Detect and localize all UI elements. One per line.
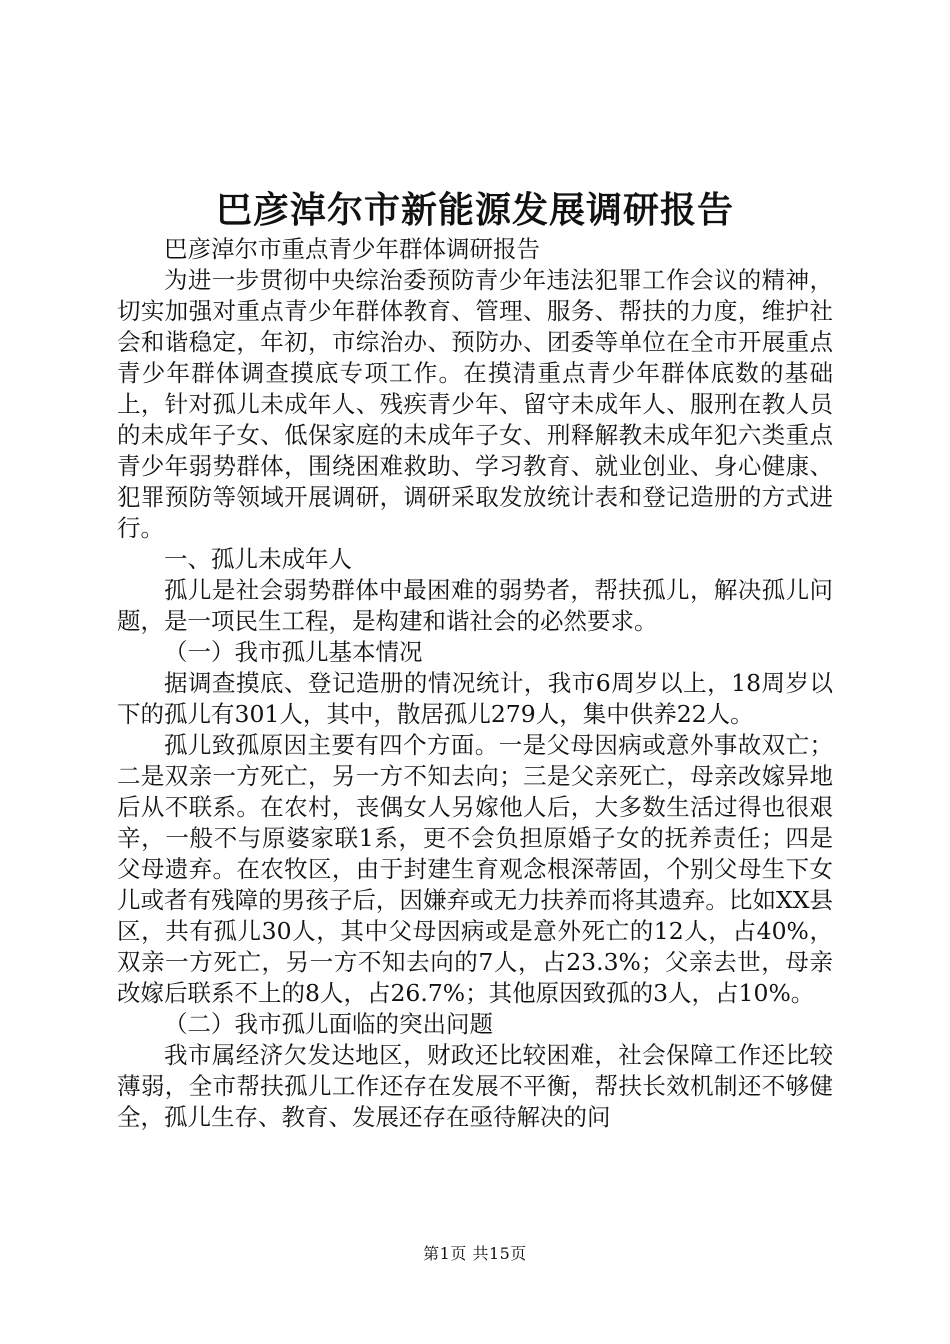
paragraph-statistics: 据调查摸底、登记造册的情况统计，我市6周岁以上，18周岁以下的孤儿有301人，其中，散居孤儿279人，集中供养22人。	[117, 669, 833, 728]
subsection-heading-basic-situation: （一）我市孤儿基本情况	[164, 638, 423, 666]
paragraph-causes: 孤儿致孤原因主要有四个方面。一是父母因病或意外事故双亡；二是双亲一方死亡，另一方不知去向；三是父亲死亡，母亲改嫁异地后从不联系。在农村，丧偶女人另嫁他人后，大多数生活过得也很艰辛，一般不与原婆家联1系，更不会负担原婚子女的抚养责任；四是父母遗弃。在农牧区，由于封建生育观念根深蒂固，个别父母生下女儿或者有残障的男孩子后，因嫌弃或无力扶养而将其遗弃。比如XX县区，共有孤儿30人，其中父母因病或是意外死亡的12人，占40%，双亲一方死亡，另一方不知去向的7人，占23.3%；父亲去世，母亲改嫁后联系不上的8人，占26.7%；其他原因致孤的3人，占10%。	[117, 731, 833, 1007]
subsection-heading-problems: （二）我市孤儿面临的突出问题	[164, 1010, 493, 1038]
paragraph-subtitle: 巴彦淖尔市重点青少年群体调研报告	[164, 235, 540, 263]
document-body	[117, 234, 833, 1133]
paragraph-intro: 为进一步贯彻中央综治委预防青少年违法犯罪工作会议的精神，切实加强对重点青少年群体教育、管理、服务、帮扶的力度，维护社会和谐稳定，年初，市综治办、预防办、团委等单位在全市开展重点青少年群体调查摸底专项工作。在摸清重点青少年群体底数的基础上，针对孤儿未成年人、残疾青少年、留守未成年人、服刑在教人员的未成年子女、低保家庭的未成年子女、刑释解教未成年犯六类重点青少年弱势群体，围绕困难救助、学习教育、就业创业、身心健康、犯罪预防等领域开展调研，调研采取发放统计表和登记造册的方式进行。	[117, 266, 833, 542]
page-footer: 第1页 共15页	[423, 1244, 527, 1263]
section-heading-orphans: 一、孤儿未成年人	[164, 545, 352, 573]
document-title: 巴彦淖尔市新能源发展调研报告	[215, 189, 734, 231]
paragraph-problems: 我市属经济欠发达地区，财政还比较困难，社会保障工作还比较薄弱，全市帮扶孤儿工作还存在发展不平衡，帮扶长效机制还不够健全，孤儿生存、教育、发展还存在亟待解决的问	[117, 1041, 833, 1131]
paragraph-orphans-overview: 孤儿是社会弱势群体中最困难的弱势者，帮扶孤儿，解决孤儿问题，是一项民生工程，是构建和谐社会的必然要求。	[117, 576, 833, 635]
